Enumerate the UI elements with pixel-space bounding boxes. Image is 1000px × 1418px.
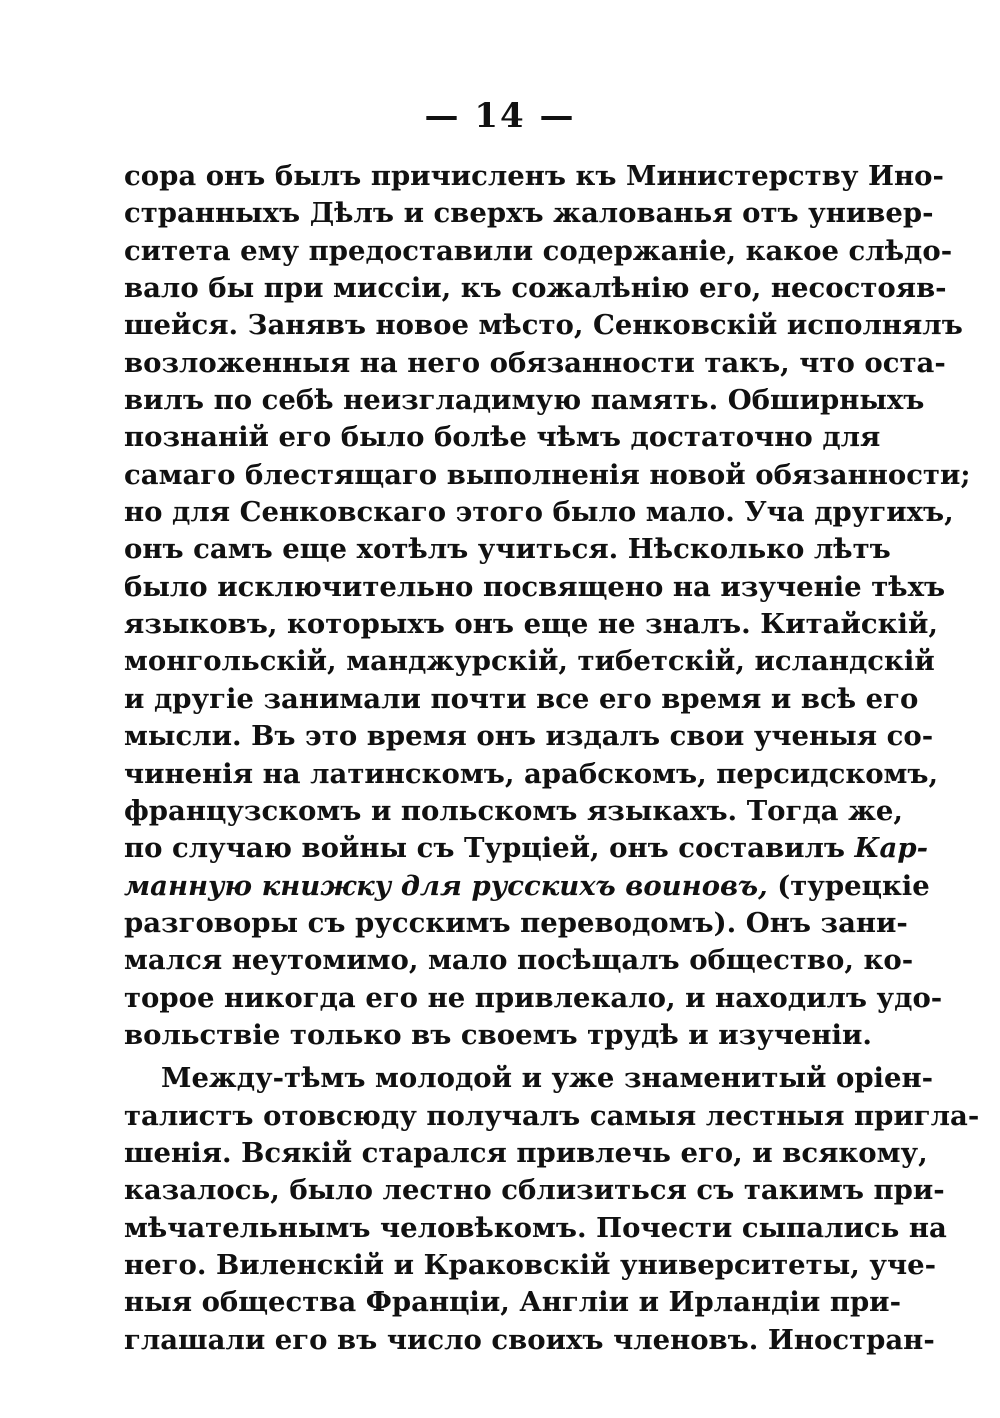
text-line	[124, 868, 930, 905]
text-line: чиненія на латинскомъ, арабскомъ, персидскомъ,	[124, 757, 939, 790]
text-line: мысли. Въ это время онъ издалъ свои ученыя со-	[124, 720, 934, 753]
text-line: но для Сенковскаго этого было мало. Уча другихъ,	[124, 496, 954, 529]
text-line: сора онъ былъ причисленъ къ Министерству Ино-	[124, 160, 944, 192]
text-line: торое никогда его не привлекало, и находилъ удо-	[124, 981, 943, 1014]
text-line: монгольскій, манджурскій, тибетскій, исландскій	[124, 645, 935, 678]
body-text	[124, 158, 980, 1359]
text-line	[124, 830, 929, 867]
text-line: и другіе занимали почти все его время и всѣ его	[124, 682, 919, 715]
text-line: французскомъ и польскомъ языкахъ. Тогда же,	[124, 794, 903, 827]
text-line: шенія. Всякій старался привлечь его, и всякому,	[124, 1136, 928, 1169]
text-line: вилъ по себѣ неизгладимую память. Обширныхъ	[124, 384, 925, 417]
text-line: мался неутомимо, мало посѣщалъ общество, ко-	[124, 944, 914, 977]
text-segment: (турецкіе	[767, 869, 930, 902]
page-number: — 14 —	[424, 96, 576, 136]
text-line: самаго блестящаго выполненія новой обязанности;	[124, 458, 971, 491]
text-line: вольствіе только въ своемъ трудѣ и изученіи.	[124, 1018, 872, 1051]
text-line: талистъ отовсюду получалъ самыя лестныя пригла-	[124, 1099, 980, 1132]
text-line: онъ самъ еще хотѣлъ учиться. Нѣсколько лѣтъ	[124, 533, 891, 566]
text-line: языковъ, которыхъ онъ еще не зналъ. Китайскій,	[124, 608, 938, 641]
text-segment: по случаю войны съ Турціей, онъ составилъ	[124, 832, 855, 865]
text-line: возложенныя на него обязанности такъ, что оста-	[124, 346, 946, 379]
text-line: казалось, было лестно сблизиться съ такимъ при-	[124, 1174, 945, 1207]
text-line: глашали его въ число своихъ членовъ. Иностран-	[124, 1323, 935, 1356]
text-line: вало бы при миссіи, къ сожалѣнію его, несостояв-	[124, 272, 947, 305]
text-line: ситета ему предоставили содержаніе, какое слѣдо-	[124, 234, 953, 267]
text-line: шейся. Занявъ новое мѣсто, Сенковскій исполнялъ	[124, 309, 963, 342]
text-line: мѣчательнымъ человѣкомъ. Почести сыпались на	[124, 1211, 947, 1244]
text-line: было исключительно посвящено на изученіе тѣхъ	[124, 570, 946, 603]
italic-title-part: Кар-	[854, 832, 929, 865]
text-line: познаній его было болѣе чѣмъ достаточно для	[124, 421, 881, 454]
italic-title-part: манную книжку для русскихъ воиновъ,	[124, 869, 768, 902]
text-line: странныхъ Дѣлъ и сверхъ жалованья отъ универ-	[124, 197, 934, 230]
text-line: разговоры съ русскимъ переводомъ). Онъ зани-	[124, 906, 908, 939]
text-line: него. Виленскій и Краковскій университеты, уче-	[124, 1248, 937, 1281]
text-line: ныя общества Франціи, Англіи и Ирландіи при-	[124, 1286, 901, 1319]
text-line: Между-тѣмъ молодой и уже знаменитый оріен-	[161, 1062, 934, 1095]
